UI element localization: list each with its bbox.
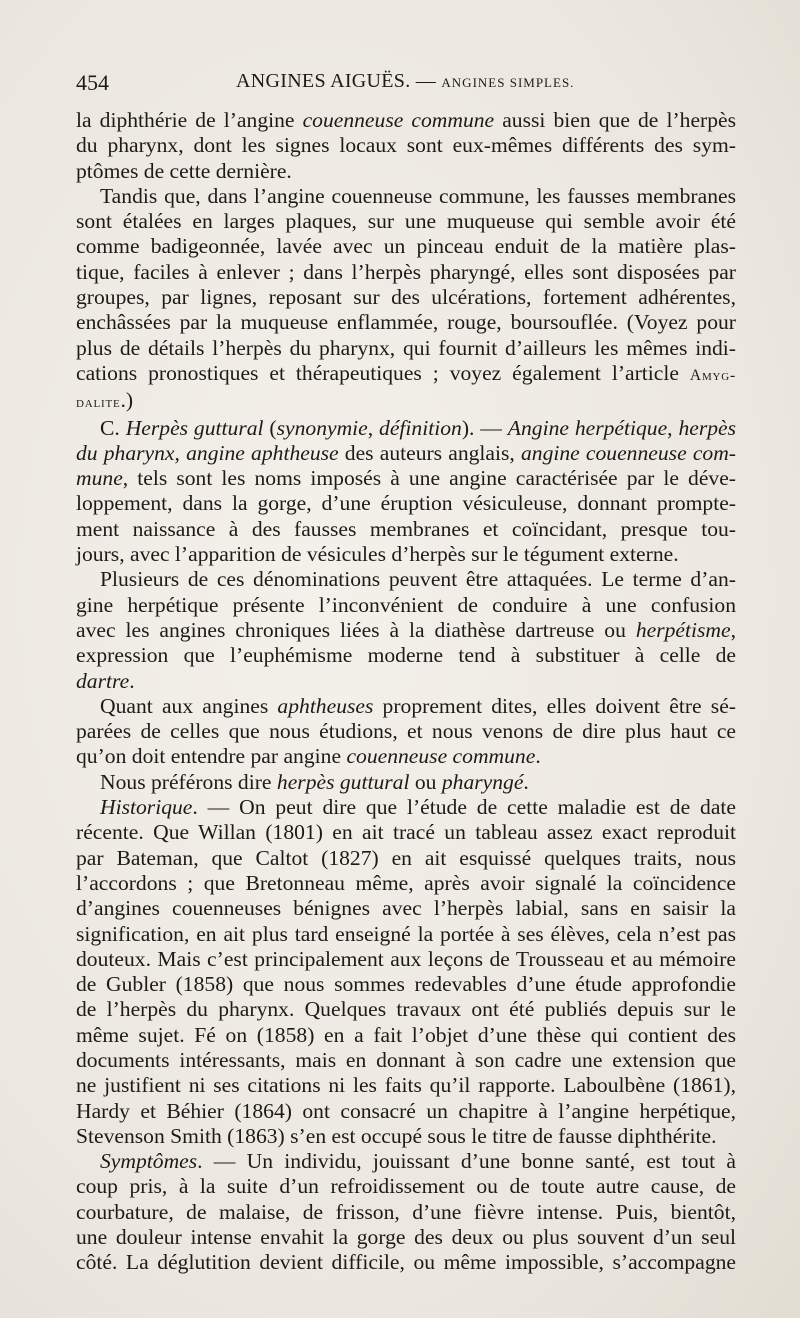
text-line — [76, 441, 736, 466]
running-header — [76, 70, 736, 100]
text-segment: courbature, de malaise, de frisson, d’une fièvre intense. Puis, bientôt, — [76, 1199, 736, 1224]
text-segment: avec les angines chroniques liées à la diathèse dartreuse ou — [76, 617, 636, 642]
text-segment: .) — [120, 388, 134, 413]
text-line — [76, 517, 736, 542]
text-segment: aphtheuses — [277, 693, 374, 718]
text-line — [76, 133, 736, 158]
text-line — [76, 285, 736, 310]
text-segment: Historique — [100, 795, 193, 820]
text-segment: récente. Que Willan (1801) en ait tracé un tableau assez exact reproduit — [76, 820, 736, 845]
text-segment: gine herpétique présente l’inconvénient de conduire à une confusion — [76, 592, 736, 617]
text-segment: de l’herpès du pharynx. Quelques travaux ont été publiés depuis sur le — [76, 997, 736, 1022]
text-segment: tique, faciles à enlever ; dans l’herpès pharyngé, elles sont disposées par — [76, 259, 736, 284]
page-number: 454 — [76, 70, 109, 95]
text-segment: . — [523, 769, 529, 794]
text-segment: même sujet. Fé on (1858) en a fait l’objet d’une thèse qui contient des — [76, 1022, 736, 1047]
text-segment: aussi bien que de l’herpès — [494, 108, 737, 132]
text-line — [76, 260, 736, 285]
text-segment: définition — [379, 415, 462, 440]
text-segment: . — On peut dire que l’étude de cette maladie est de date — [192, 795, 736, 820]
text-line — [76, 694, 736, 719]
text-segment: du pharynx — [76, 440, 175, 465]
text-segment: ( — [263, 415, 277, 440]
text-line — [76, 361, 736, 388]
text-segment: ne justifient ni ses citations ni les faits qu’il rapporte. Laboulbène (1861), — [76, 1073, 736, 1098]
text-line — [76, 1124, 736, 1149]
text-segment: Hardy et Béhier (1864) ont consacré un chapitre à l’angine herpétique, — [76, 1098, 736, 1123]
text-segment: une douleur intense envahit la gorge des deux ou plus souvent d’un seul — [76, 1225, 736, 1250]
text-segment: enchâssées par la muqueuse enflammée, rouge, boursouflée. (Voyez pour — [76, 310, 736, 335]
text-line — [76, 1200, 736, 1225]
text-line — [76, 388, 736, 415]
text-line — [76, 795, 736, 820]
text-segment: Stevenson Smith (1863) s’en est occupé sous le titre de fausse diphthérite. — [76, 1123, 717, 1148]
text-segment: ment naissance à des fausses membranes et coïncidant, presque tou- — [76, 516, 736, 541]
text-segment: Amyg- — [689, 366, 736, 384]
text-segment: plus de détails l’herpès du pharynx, qui fournit d’ailleurs les mêmes indi- — [76, 335, 736, 360]
text-segment: documents intéressants, mais en donnant à son cadre une extension que — [76, 1047, 736, 1072]
text-segment: ). — — [461, 415, 508, 440]
text-line — [76, 947, 736, 972]
text-line — [76, 593, 736, 618]
text-line — [76, 184, 736, 209]
text-segment: dalite — [76, 394, 121, 412]
text-segment: , — [667, 415, 679, 440]
text-line — [76, 744, 736, 769]
text-segment: mune — [76, 466, 123, 491]
text-segment: . — Un individu, jouissant d’une bonne santé, est tout à — [197, 1149, 736, 1174]
text-segment: douteux. Mais c’est principalement aux leçons de Trousseau et au mémoire — [76, 946, 736, 971]
text-segment: groupes, par lignes, reposant sur des ulcérations, fortement adhérentes, — [76, 285, 736, 310]
text-line — [76, 567, 736, 592]
text-segment: Tandis que, dans l’angine couenneuse commune, les fausses membranes — [100, 183, 736, 208]
text-line — [76, 846, 736, 871]
text-line — [76, 618, 736, 643]
text-segment: loppement, dans la gorge, d’une éruption vésiculeuse, donnant prompte- — [76, 491, 736, 516]
text-line — [76, 108, 736, 133]
text-segment: signification, en ait plus tard enseigné la portée à ses élèves, cela n’est pas — [76, 921, 736, 946]
text-line — [76, 669, 736, 694]
text-line — [76, 820, 736, 845]
text-segment: Herpès guttural — [125, 415, 264, 440]
text-line — [76, 1149, 736, 1174]
text-segment: herpétisme — [635, 617, 731, 642]
text-line — [76, 643, 736, 668]
text-segment: . — [129, 668, 135, 693]
text-line — [76, 1174, 736, 1199]
text-line — [76, 1099, 736, 1124]
text-segment: , — [367, 415, 380, 440]
text-segment: des auteurs anglais, — [338, 440, 521, 465]
text-segment: , tels sont les noms imposés à une angine caractérisée par le déve- — [122, 466, 736, 491]
text-segment: Quant aux angines — [100, 693, 278, 718]
text-segment: l’accordons ; que Bretonneau même, après avoir signalé la coïncidence — [76, 870, 736, 895]
text-line — [76, 542, 736, 567]
text-line — [76, 972, 736, 997]
text-segment: Symptômes — [100, 1149, 198, 1174]
text-segment: , — [174, 440, 187, 465]
text-line — [76, 997, 736, 1022]
text-segment: ptômes de cette dernière. — [76, 158, 292, 183]
running-title — [236, 70, 574, 93]
text-segment: sont étalées en larges plaques, sur une muqueuse qui semble avoir été — [76, 209, 736, 234]
text-segment: expression que l’euphémisme moderne tend à substituer à celle de — [76, 643, 736, 668]
text-line — [76, 719, 736, 744]
text-line — [76, 1225, 736, 1250]
text-segment: par Bateman, que Caltot (1827) en ait esquissé quelques traits, nous — [76, 845, 736, 870]
text-segment: pharyngé — [441, 769, 524, 794]
text-segment: C. — [100, 415, 126, 440]
text-segment: couenneuse commune — [346, 744, 536, 769]
text-segment: couenneuse commune — [302, 108, 495, 132]
text-line — [76, 922, 736, 947]
running-title-main: ANGINES AIGUËS. — [236, 70, 411, 92]
running-title-dash: — — [410, 70, 442, 92]
text-line — [76, 159, 736, 184]
text-segment: qu’on doit entendre par angine — [76, 744, 347, 769]
text-segment: coup pris, à la suite d’un refroidissement ou de toute autre cause, de — [76, 1174, 736, 1199]
text-segment: Nous préférons dire — [100, 769, 277, 794]
text-segment: angine aphtheuse — [186, 440, 339, 465]
text-line — [76, 1048, 736, 1073]
text-line — [76, 1073, 736, 1098]
text-segment: jours, avec l’apparition de vésicules d’herpès sur le tégument externe. — [76, 542, 679, 567]
text-segment: d’angines couenneuses bénignes avec l’herpès labial, sans en saisir la — [76, 896, 736, 921]
text-segment: cations pronostiques et thérapeutiques ; voyez également l’article — [76, 360, 690, 385]
text-segment: . — [535, 744, 541, 769]
text-segment: Plusieurs de ces dénominations peuvent être attaquées. Le terme d’an- — [100, 567, 736, 592]
text-line — [76, 871, 736, 896]
text-segment: angine couenneuse com- — [520, 440, 736, 465]
text-segment: côté. La déglutition devient difficile, ou même impossible, s’accompagne — [76, 1250, 736, 1275]
text-line — [76, 770, 736, 795]
text-segment: Angine herpétique — [507, 415, 668, 440]
text-segment: du pharynx, dont les signes locaux sont eux-mêmes différents des sym- — [76, 133, 736, 158]
text-segment: , — [730, 617, 736, 642]
text-segment: proprement dites, elles doivent être sé- — [373, 693, 736, 718]
body-text — [76, 108, 736, 1276]
text-segment: parées de celles que nous étudions, et nous venons de dire plus haut ce — [76, 719, 736, 744]
text-line — [76, 336, 736, 361]
text-line — [76, 896, 736, 921]
text-segment: herpès guttural — [276, 769, 410, 794]
text-line — [76, 310, 736, 335]
running-title-sub: ANGINES SIMPLES. — [441, 75, 575, 90]
text-line — [76, 416, 736, 441]
text-segment: synonymie — [276, 415, 368, 440]
text-segment: herpès — [678, 415, 737, 440]
text-segment: de Gubler (1858) que nous sommes redevables d’une étude approfondie — [76, 972, 736, 997]
text-segment: la diphthérie de l’angine — [76, 108, 303, 132]
text-segment: dartre — [76, 668, 130, 693]
text-segment: comme badigeonnée, lavée avec un pinceau enduit de la matière plas- — [76, 234, 736, 259]
text-line — [76, 209, 736, 234]
text-segment: ou — [409, 769, 442, 794]
text-line — [76, 1023, 736, 1048]
text-line — [76, 466, 736, 491]
text-line — [76, 491, 736, 516]
text-line — [76, 1250, 736, 1275]
text-line — [76, 234, 736, 259]
